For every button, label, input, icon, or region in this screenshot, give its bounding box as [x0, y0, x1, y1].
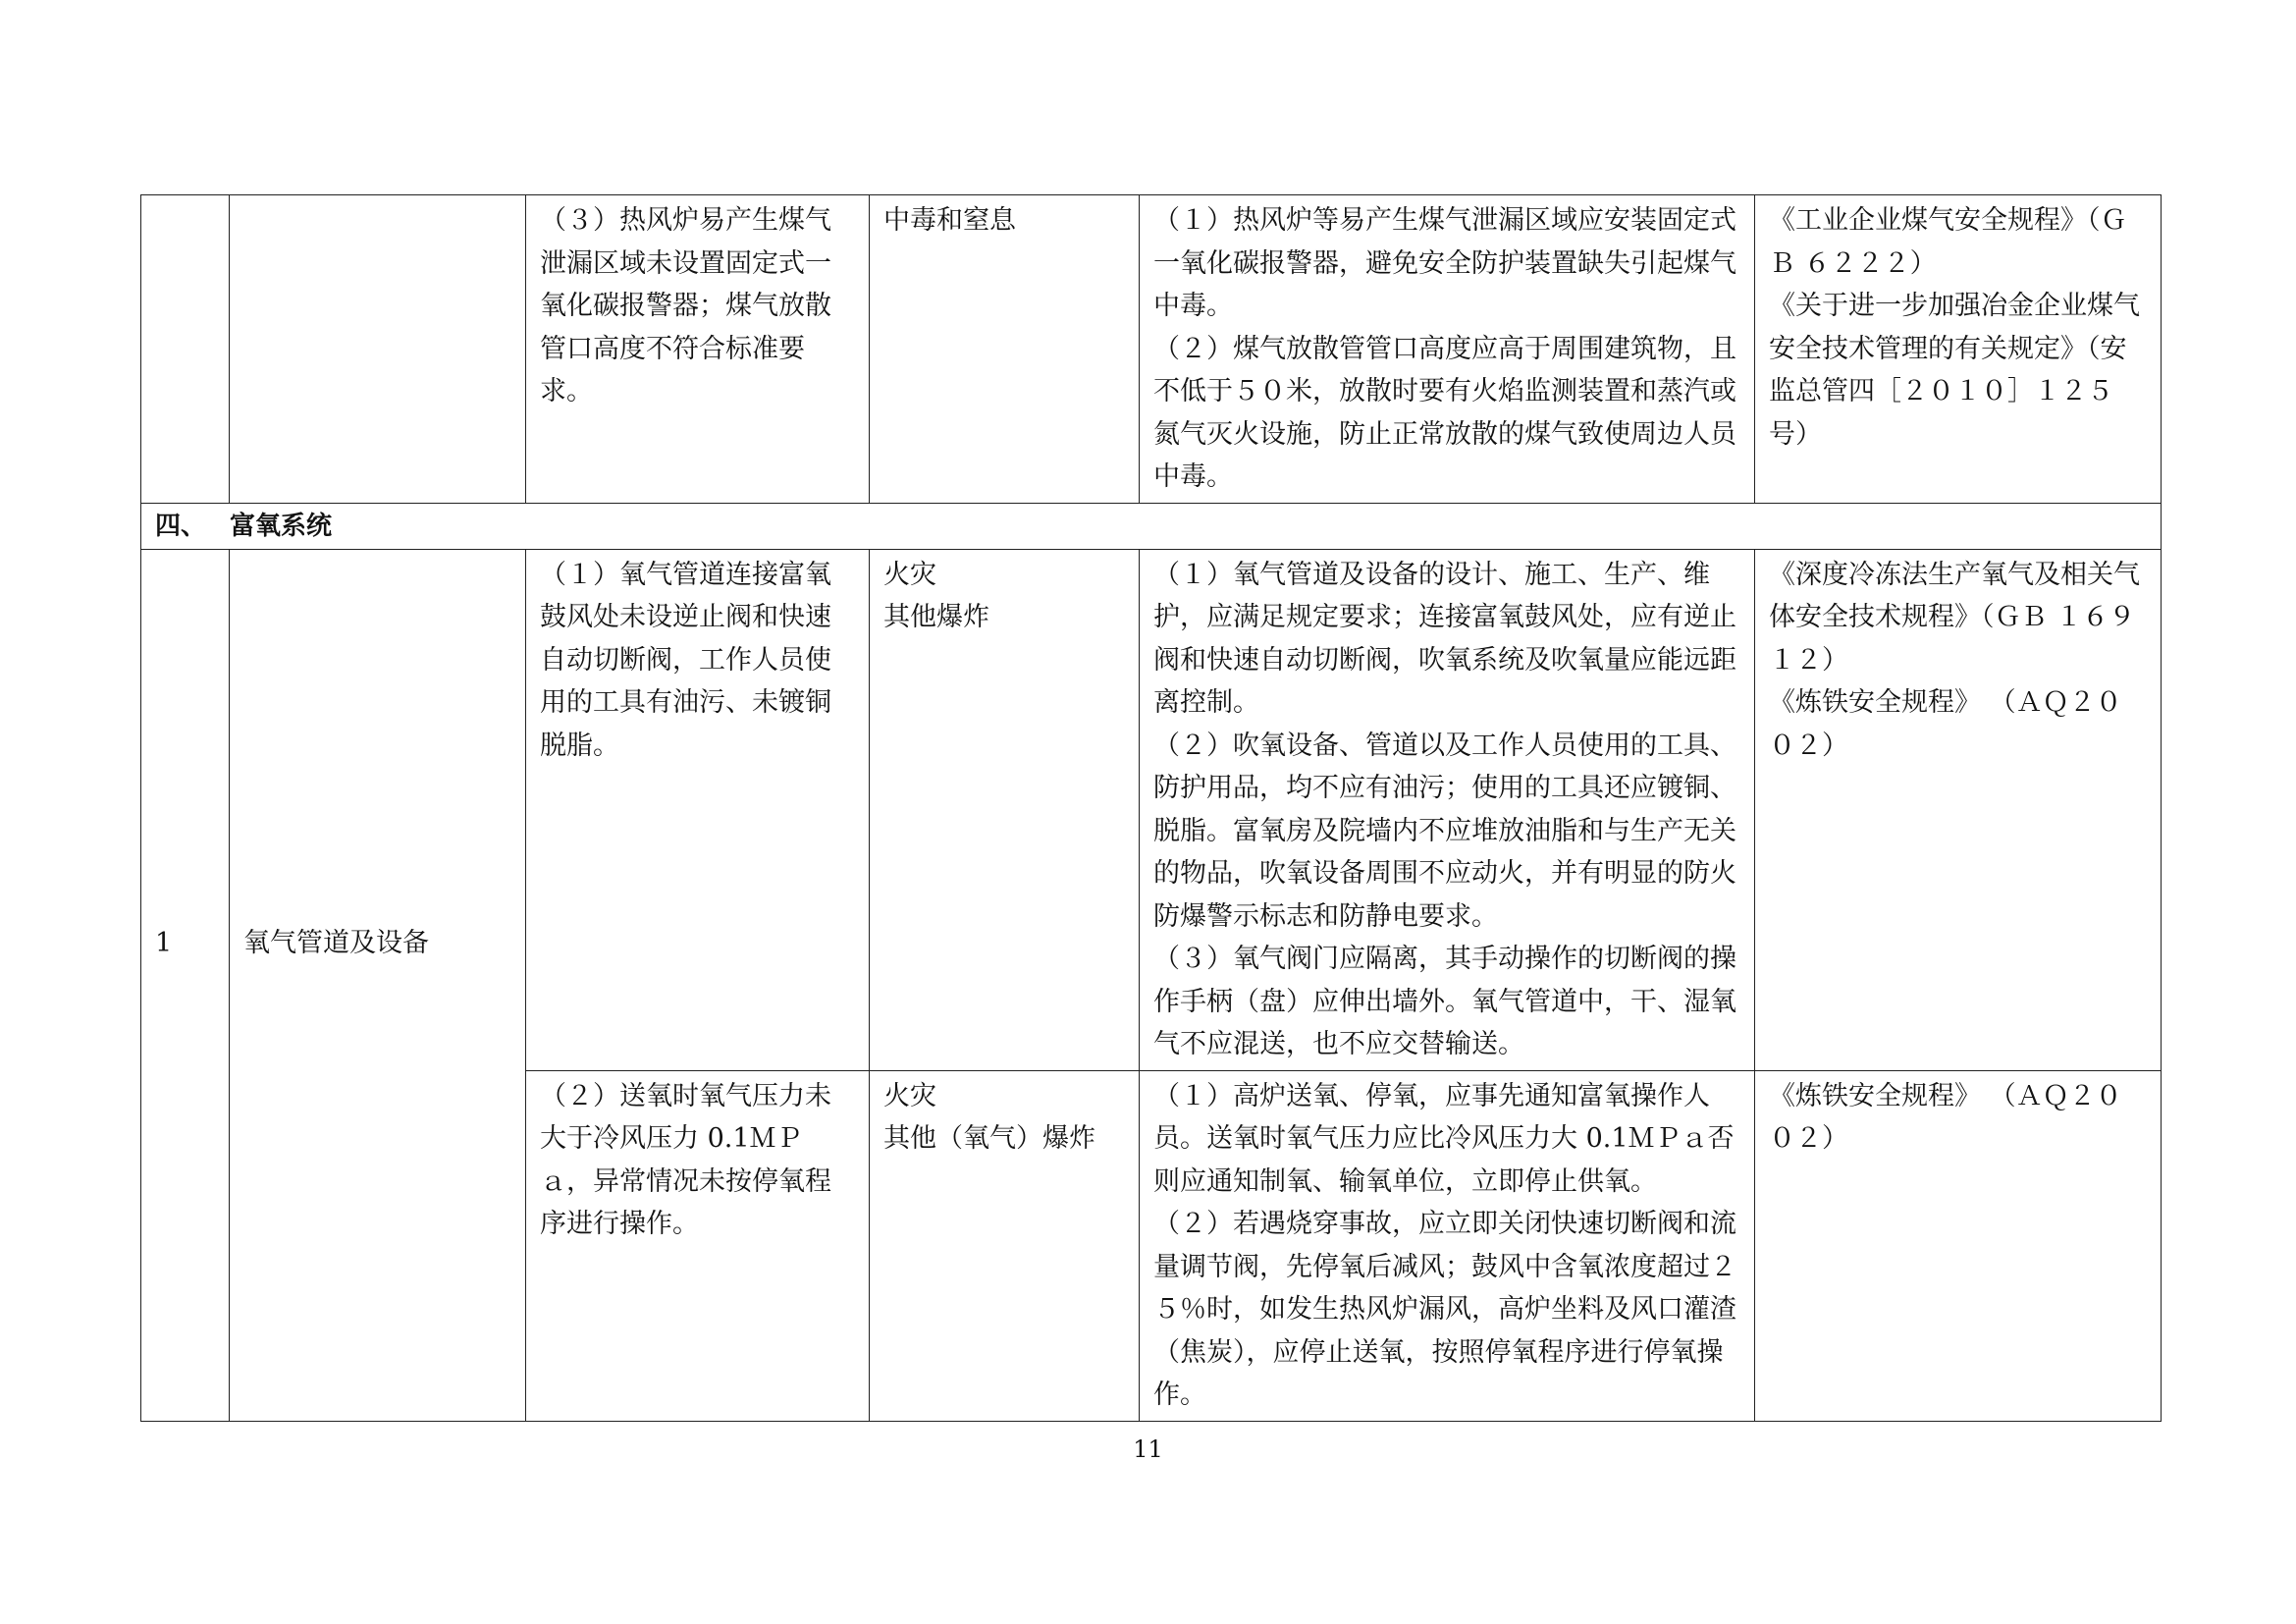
measures-cell	[1140, 1070, 1755, 1421]
measure-text: （１）氧气管道及设备的设计、施工、生产、维护，应满足规定要求；连接富氧鼓风处，应有逆止阀和快速自动切断阀，吹氧系统及吹氧量应能远距离控制。	[1153, 559, 1736, 718]
measures-cell	[1140, 549, 1755, 1070]
hazard-text: （１）氧气管道连接富氧鼓风处未设逆止阀和快速自动切断阀，工作人员使用的工具有油污、未镀铜脱脂。	[540, 559, 831, 761]
section-number: 四、	[155, 511, 207, 541]
basis-text: 《工业企业煤气安全规程》（ＧＢ ６２２２）	[1769, 205, 2127, 279]
measure-text: （１）高炉送氧、停氧，应事先通知富氧操作人员。送氧时氧气压力应比冷风压力大 0.1ＭＰａ否则应通知制氧、输氧单位，立即停止供氧。	[1153, 1080, 1735, 1197]
measure-text: （２）煤气放散管管口高度应高于周围建筑物，且不低于５０米，放散时要有火焰监测装置和蒸汽或氮气灭火设施，防止正常放散的煤气致使周边人员中毒。	[1153, 333, 1736, 492]
section-header-row	[141, 503, 2162, 549]
item-number: 1	[155, 928, 173, 959]
basis-cell	[1755, 195, 2162, 504]
section-header	[141, 503, 2162, 549]
item-name: 氧气管道及设备	[243, 928, 429, 959]
measure-text: （２）吹氧设备、管道以及工作人员使用的工具、防护用品，均不应有油污；使用的工具还应镀铜、脱脂。富氧房及院墙内不应堆放油脂和与生产无关的物品，吹氧设备周围不应动火，并有明显的防火防爆警示标志和防静电要求。	[1153, 730, 1736, 932]
measure-text: （１）热风炉等易产生煤气泄漏区域应安装固定式一氧化碳报警器，避免安全防护装置缺失引起煤气中毒。	[1153, 205, 1736, 321]
basis-text: 《炼铁安全规程》 （ＡＱ２００２）	[1769, 1080, 2122, 1154]
accident-text: 其他爆炸	[883, 602, 989, 632]
basis-text: 《深度冷冻法生产氧气及相关气体安全技术规程》（ＧＢ １６９１２）	[1769, 559, 2140, 676]
accident-cell	[870, 195, 1140, 504]
basis-cell	[1755, 549, 2162, 1070]
accident-cell	[870, 549, 1140, 1070]
measure-text: （３）氧气阀门应隔离，其手动操作的切断阀的操作手柄（盘）应伸出墙外。氧气管道中，干、湿氧气不应混送，也不应交替输送。	[1153, 944, 1736, 1059]
item-number-cell	[141, 195, 230, 504]
accident-text: 火灾	[883, 1080, 936, 1111]
section-title: 富氧系统	[230, 511, 333, 541]
hazard-cell	[526, 195, 870, 504]
hazard-text: （３）热风炉易产生煤气泄漏区域未设置固定式一 氧化碳报警器；煤气放散管口高度不符合标准要求。	[540, 205, 831, 406]
accident-cell	[870, 1070, 1140, 1421]
basis-cell	[1755, 1070, 2162, 1421]
page-number: 11	[1133, 1435, 1163, 1463]
item-number-cell	[141, 549, 230, 1421]
basis-text: 《炼铁安全规程》 （ＡＱ２００２）	[1769, 687, 2122, 761]
accident-text: 中毒和窒息	[883, 205, 1016, 236]
measure-text: （２）若遇烧穿事故，应立即关闭快速切断阀和流量调节阀，先停氧后减风；鼓风中含氧浓度超过２５％时，如发生热风炉漏风，高炉坐料及风口灌渣（焦炭），应停止送氧，按照停氧程序进行停氧操作。	[1153, 1209, 1736, 1410]
accident-text: 火灾	[883, 559, 936, 590]
hazard-cell	[526, 1070, 870, 1421]
table-row	[141, 195, 2162, 504]
measures-cell	[1140, 195, 1755, 504]
hazard-text: （２）送氧时氧气压力未大于冷风压力 0.1ＭＰａ，异常情况未按停氧程序进行操作。	[540, 1080, 831, 1239]
safety-table	[140, 194, 2162, 1422]
basis-text: 《关于进一步加强冶金企业煤气安全技术管理的有关规定》（安监总管四［２０１０］１２５ 号）	[1769, 291, 2140, 450]
table-row	[141, 549, 2162, 1070]
item-name-cell	[230, 195, 526, 504]
hazard-cell	[526, 549, 870, 1070]
item-name-cell	[230, 549, 526, 1421]
accident-text: 其他（氧气）爆炸	[883, 1123, 1095, 1154]
